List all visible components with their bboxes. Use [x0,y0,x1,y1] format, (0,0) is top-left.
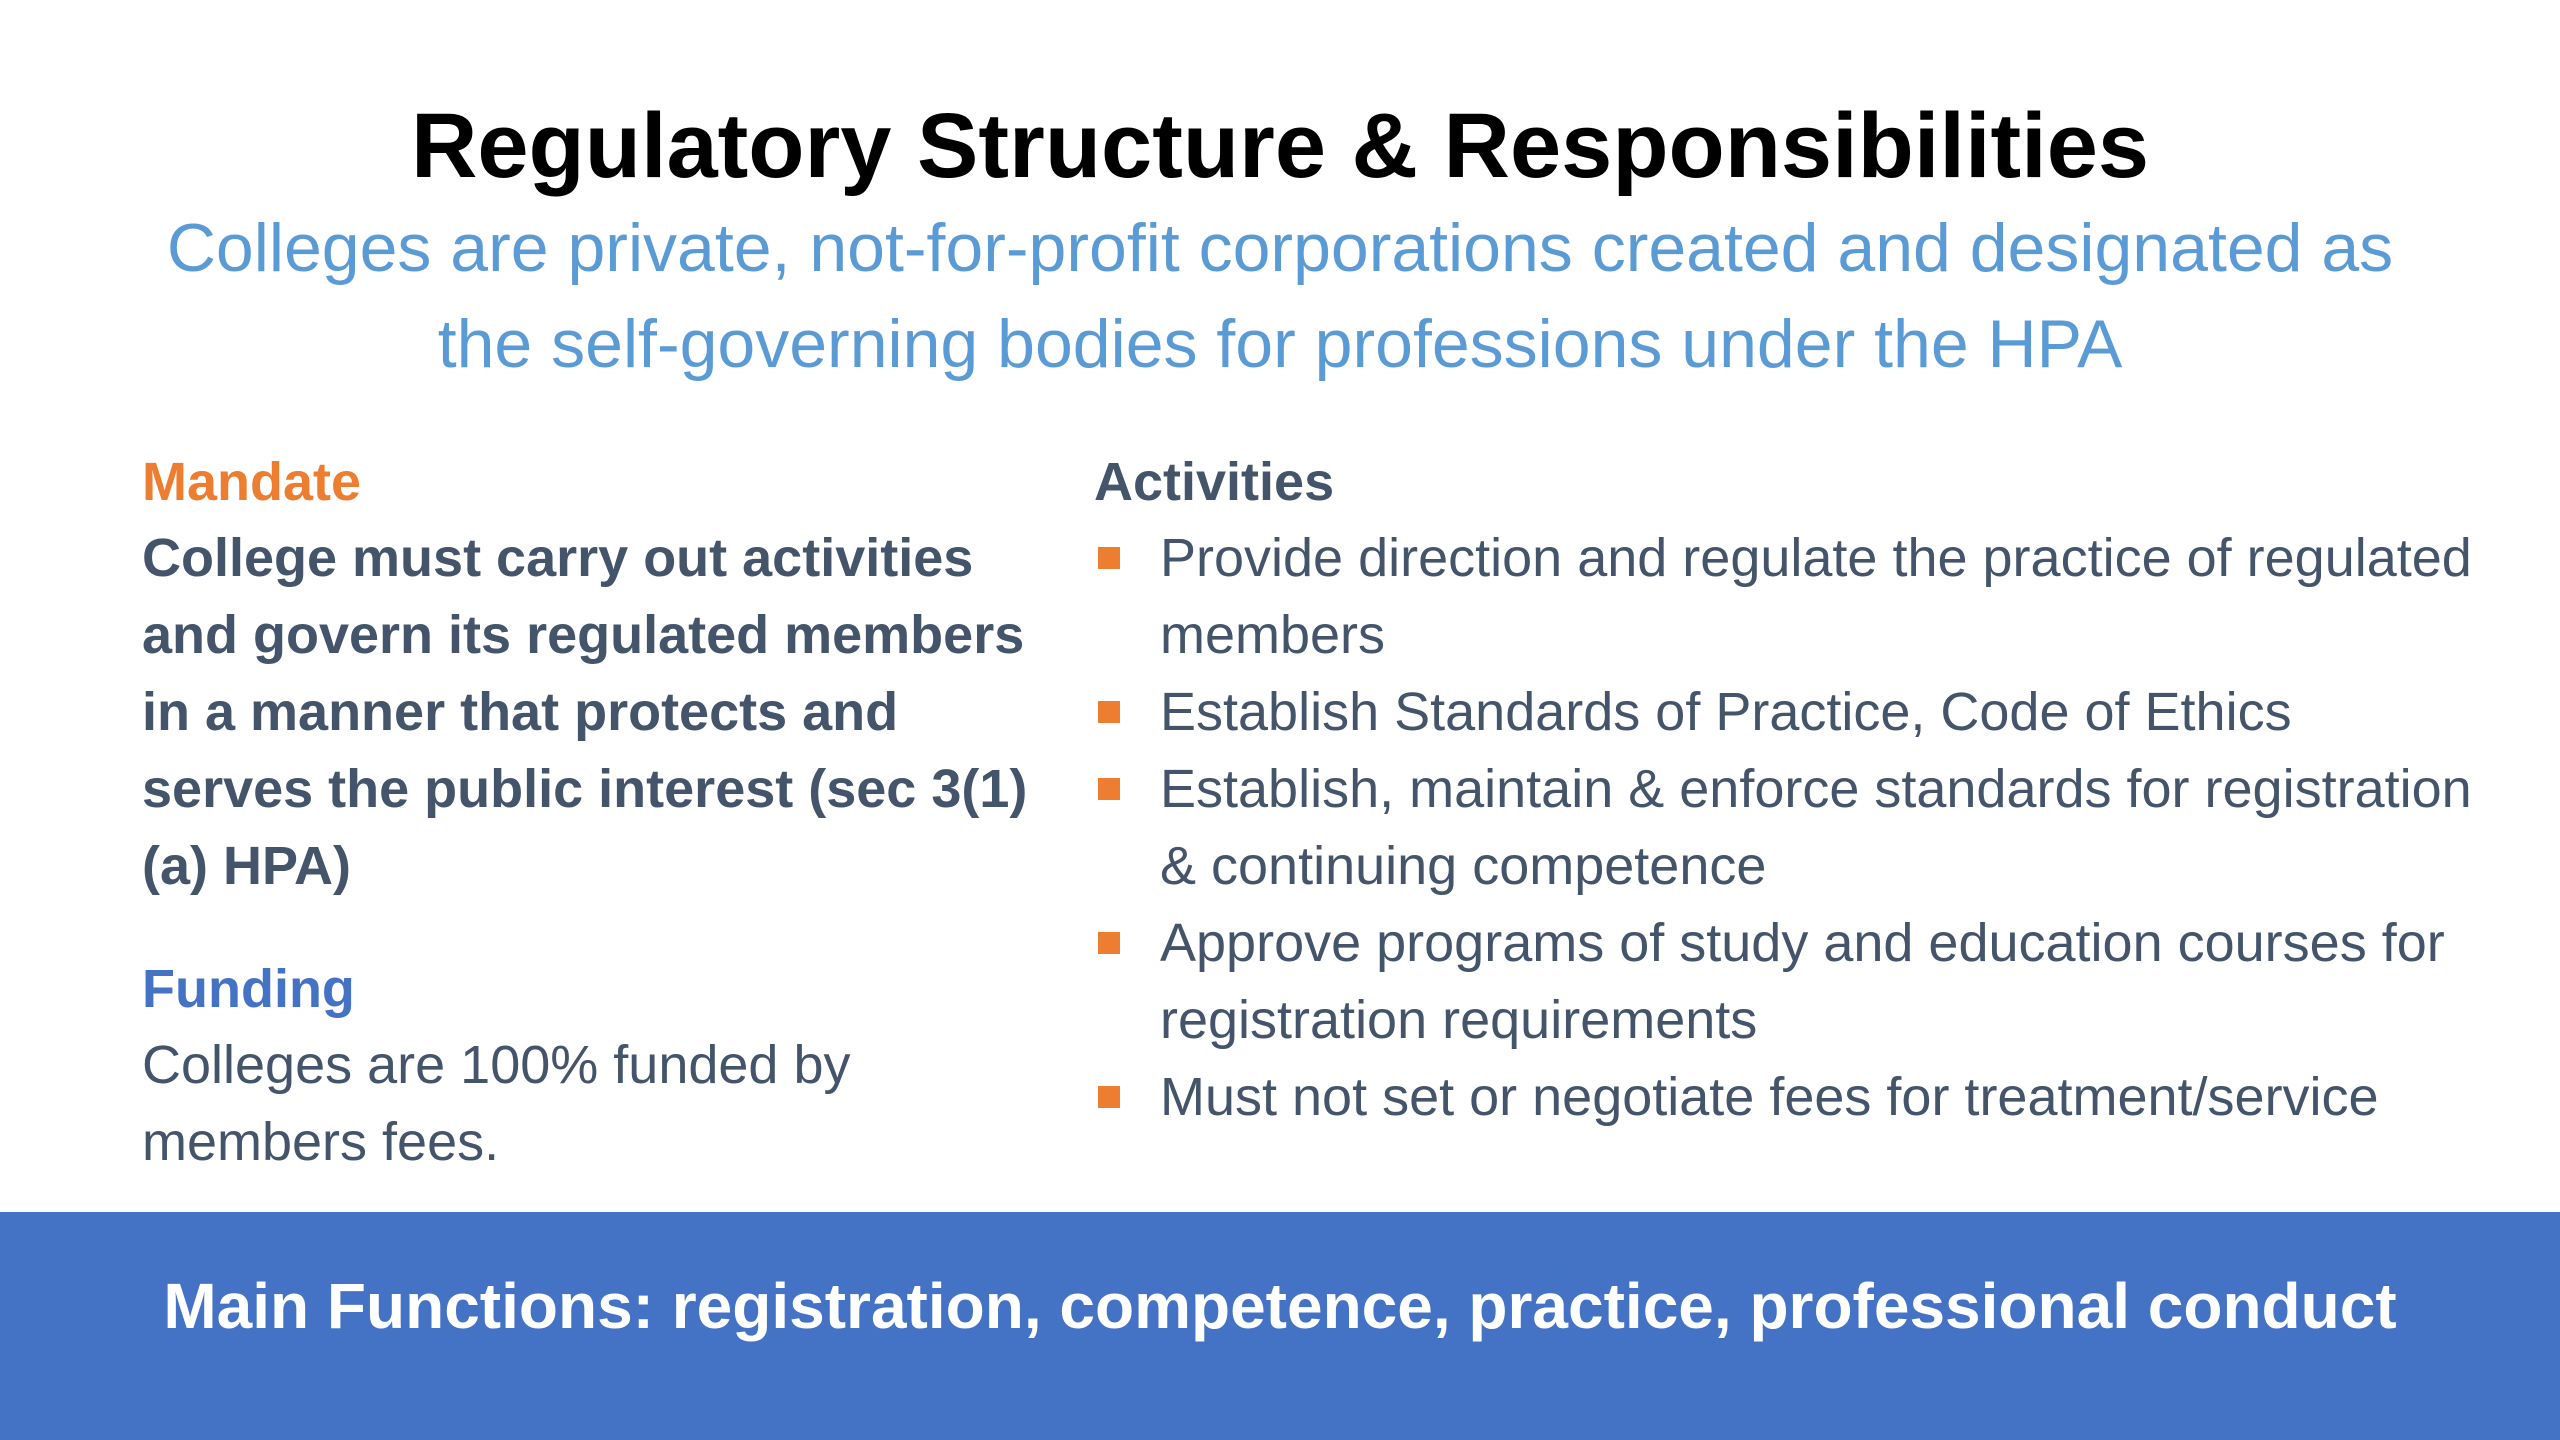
activity-item [1094,751,2474,905]
activity-item-label: Establish, maintain & enforce standards for registration & continuing competence [1160,759,2472,896]
square-bullet-icon [1098,701,1120,723]
activity-item-label: Approve programs of study and education courses for registration requirements [1160,913,2445,1050]
activities-list [1094,520,2474,1136]
mandate-text: College must carry out activities and govern its regulated members in a manner that protects and serves the public interest (sec 3(1)(a) HPA) [142,528,1028,896]
slide-title: Regulatory Structure & Responsibilities [410,95,2150,197]
activity-item [1094,905,2474,1059]
activity-item [1094,520,2474,674]
left-column [142,444,1042,1181]
activity-item-label: Provide direction and regulate the practice of regulated members [1160,528,2472,665]
square-bullet-icon [1098,547,1120,569]
activity-item [1094,1059,2474,1136]
square-bullet-icon [1098,1086,1120,1108]
mandate-heading: Mandate [142,452,362,512]
activity-item-label: Must not set or negotiate fees for treatment/service [1160,1067,2379,1127]
activities-heading: Activities [1094,452,1335,512]
square-bullet-icon [1098,932,1120,954]
activity-item [1094,674,2474,751]
right-column [1094,444,2474,1136]
footer-text: Main Functions: registration, competence, practice, professional conduct [163,1270,2397,1342]
slide-subtitle: Colleges are private, not-for-profit corporations created and designated as the self-governing bodies for professions under the HPA [166,210,2394,382]
square-bullet-icon [1098,778,1120,800]
funding-text: Colleges are 100% funded by members fees. [142,1035,851,1172]
activity-item-label: Establish Standards of Practice, Code of Ethics [1160,682,2292,742]
funding-heading: Funding [142,959,355,1019]
